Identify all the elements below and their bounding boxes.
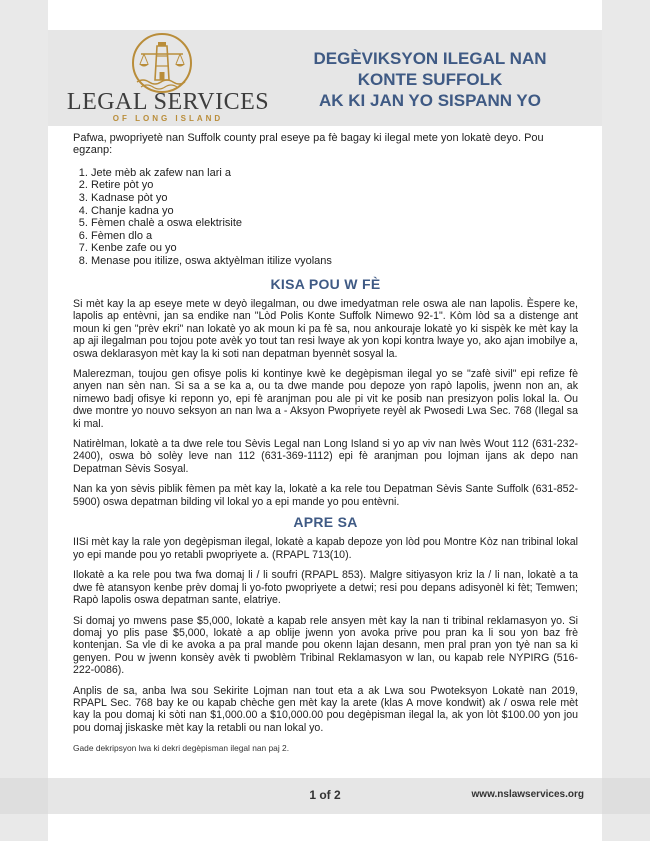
body-paragraph: Malerezman, toujou gen ofisye polis ki kontinye kwè ke degèpisman ilegal yo se "zafè sivil" epi refize fè anyen nan sèn nan. Si sa a se ka a, ou ta dwe mande pou depoze yon rapò lapolis, jwenn non an, ak nimewo badj ofisye ki reponn yo, epi fè aranjman pou ale pi vit ke posib nan presizyon polis lokal la. Ou dwe montre yo nouvo seksyon an nan lwa a - Aksyon Pwopriyete reyèl ak Pwosedi Lwa Sec. 768 (Ilegal sa ki mal. bbox=[73, 368, 578, 430]
page-number: 1 of 2 bbox=[309, 788, 341, 802]
title-line: DEGÈVIKSYON ILEGAL NAN bbox=[313, 49, 547, 68]
list-item: 7. Kenbe zafe ou yo bbox=[91, 242, 578, 255]
section-heading-what-to-do: KISA POU W FÈ bbox=[270, 275, 381, 292]
list-item: 1. Jete mèb ak zafew nan lari a bbox=[91, 167, 578, 180]
document-title bbox=[280, 48, 580, 111]
list-item: 5. Fèmen chalè a oswa elektrisite bbox=[91, 217, 578, 230]
footnote: Gade dekripsyon lwa ki dekri degèpisman ilegal nan paj 2. bbox=[73, 743, 290, 754]
website-link[interactable]: www.nslawservices.org bbox=[471, 789, 584, 800]
lighthouse-scales-icon bbox=[129, 32, 195, 94]
title-line: AK KI JAN YO SISPANN YO bbox=[319, 91, 541, 110]
body-paragraph: IISi mèt kay la rale yon degèpisman ilegal, lokatè a kapab depoze yon lòd pou Montre Kòz nan tribinal lokal yo epi mande pou yo retabli pwopriyete a. (RPAPL 713(10). bbox=[73, 536, 578, 561]
organization-logo bbox=[62, 30, 270, 126]
title-line: KONTE SUFFOLK bbox=[357, 70, 503, 89]
list-item: 6. Fèmen dlo a bbox=[91, 230, 578, 243]
logo-tagline: OF LONG ISLAND bbox=[112, 114, 224, 123]
list-item: 2. Retire pòt yo bbox=[91, 179, 578, 192]
body-paragraph: Natirèlman, lokatè a ta dwe rele tou Sèvis Legal nan Long Island si yo ap viv nan lwès Wout 112 (631-232-2400), oswa bò solèy leve nan 112 (631-369-1112) epi fè aranjman pou lojman ijans ak depo nan Depatman Sèvis Sosyal. bbox=[73, 438, 578, 475]
page-footer bbox=[0, 778, 650, 814]
list-item: 3. Kadnase pòt yo bbox=[91, 192, 578, 205]
page-margin-right bbox=[602, 0, 650, 841]
footer-band bbox=[48, 778, 602, 814]
body-paragraph: Si domaj yo mwens pase $5,000, lokatè a kapab rele ansyen mèt kay la nan ti tribinal reklamasyon yo. Si domaj yo plis pase $5,000, lokatè a ap oblije jwenn yon avoka prive pou pran ka li sou yon baz frè kontenjan. Sa vle di ke avoka a pa pral mande pou okenn lajan desann, men pral pran yon tyè nan sa ki genyen. Pou w jwenn konsèy avèk ti pwoblèm Tribinal Reklamasyon w lan, ou kapab rele NYPIRG (516-222-0086). bbox=[73, 614, 578, 677]
page-header bbox=[48, 30, 602, 126]
page-margin-left bbox=[0, 0, 48, 841]
document-body bbox=[73, 132, 578, 755]
list-item: 4. Chanje kadna yo bbox=[91, 205, 578, 218]
logo-wordmark: LEGAL SERVICES bbox=[66, 89, 270, 115]
body-paragraph: Nan ka yon sèvis piblik fèmen pa mèt kay la, lokatè a ka rele tou Depatman Sèvis Sante Suffolk (631-852-5900) oswa depatman bilding vil lokal yo a epi mande yo pou entèvni. bbox=[73, 483, 578, 508]
list-item: 8. Menase pou itilize, oswa aktyèlman itilize vyolans bbox=[91, 255, 578, 268]
section-heading-afterwards: APRE SA bbox=[293, 514, 358, 531]
intro-paragraph: Pafwa, pwopriyetè nan Suffolk county pral eseye pa fè bagay ki ilegal mete yon lokatè deyo. Pou egzanp: bbox=[73, 132, 544, 157]
body-paragraph: Anplis de sa, anba lwa sou Sekirite Lojman nan tout eta a ak Lwa sou Pwoteksyon Lokatè nan 2019, RPAPL Sec. 768 bay ke ou kapab chèche gen mèt kay la arete (klas A move kondwit) ak / oswa rele mèt kay la pou domaj ki sòti nan $1,000.00 a $10,000.00 pou degèpisman ilegal la, ak yon lòt $100.00 yon jou pou domaj jiskaske mèt kay la retabli ou nan lokal yo. bbox=[73, 684, 578, 734]
examples-list bbox=[73, 167, 578, 268]
body-paragraph: Si mèt kay la ap eseye mete w deyò ilegalman, ou dwe imedyatman rele oswa ale nan lapolis. Èspere ke, lapolis ap entèvni, jan sa endike nan "Lòd Polis Konte Suffolk Nimewo 92-1". Kòm lòd sa a distenge ant moun ki gen "prèv ekri" nan lokatè yo ak moun ki pa fè sa, nou ankouraje lokatè yo ki sispèk ke mèt kay la ap aji ilegalman pou tojou pote avèk yo tout tan resi lwaye ak yon kopi kontra lwaye yo, ako ajan imobilye a, oswa deklarasyon mèt kay la ki soti nan depatman byennèt sosyal la. bbox=[73, 297, 578, 360]
body-paragraph: Ilokatè a ka rele pou twa fwa domaj li / li soufri (RPAPL 853). Malgre sitiyasyon kriz la / li nan, lokatè a ta dwe fè atansyon kenbe prèv domaj li yo-foto pwopriyete a detwi; resi pou depans adisyonèl ki fèt; Temwen; Rapò lapolis oswa depatman sante, elatriye. bbox=[73, 569, 578, 607]
